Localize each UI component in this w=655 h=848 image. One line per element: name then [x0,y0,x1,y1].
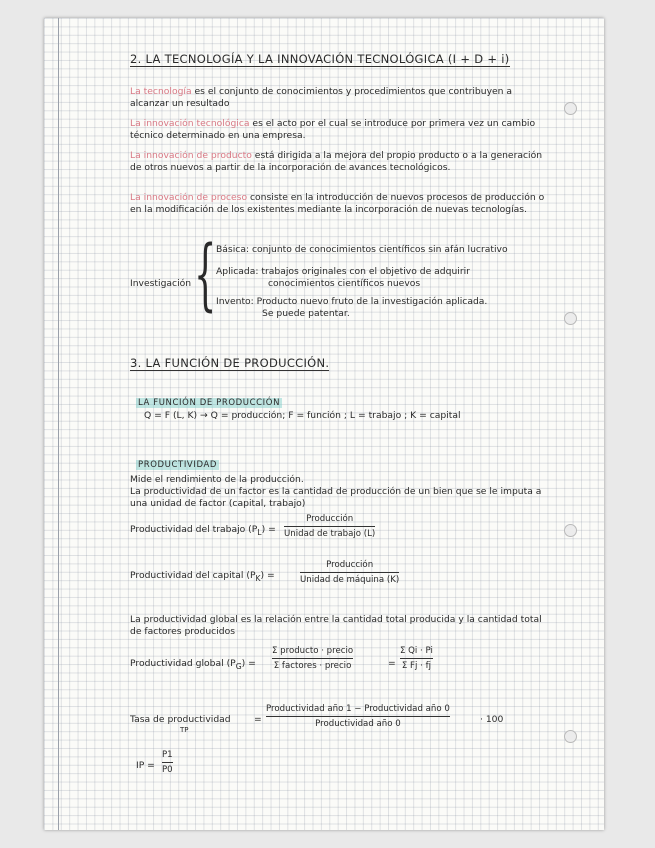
subheading-productividad: PRODUCTIVIDAD [138,460,217,470]
investigacion-invento-2: Se puede patentar. [262,308,350,319]
text-innovacion-tecnologica: es el acto por el cual se introduce por primera vez un cambio técnico determinado en una empresa. [130,118,536,141]
fraction-numerator: Producción [306,514,354,524]
productividad-global-label: Productividad global $(P_G)$ = [130,658,256,671]
fraction-denominator: Productividad año 0 [315,719,401,729]
fraction-numerator: Producción [326,560,374,570]
fraction-numerator: Σ producto · precio [272,646,354,656]
equals-sign: = [388,658,396,669]
productividad-definicion-2: La productividad de un factor es la cantidad de producción de un bien que se le imputa a una unidad de factor (capital, trabajo) [130,486,542,509]
fraction-numerator: P1 [162,750,173,760]
paragraph-tecnologia [130,86,550,109]
productividad-global-fraction-2 [400,646,433,671]
productividad-global-definicion: La productividad global es la relación entre la cantidad total producida y la cantidad total de factores producidos [130,614,542,637]
term-innovacion-producto: La innovación de producto [130,150,252,161]
productividad-capital-fraction [300,560,399,585]
text-innovacion-proceso: consiste en la introducción de nuevos procesos de producción o en la modificación de los existentes mediante la incorporación de nuevas tecnologías. [130,192,545,215]
section-3-title: 3. LA FUNCIÓN DE PRODUCCIÓN. [130,356,330,370]
fraction-numerator: Σ Qi · Pi [400,646,433,656]
margin-line [58,18,59,830]
term-tecnologia: La tecnología [130,86,192,97]
productividad-capital-label: Productividad del capital $(P_K)$ = [130,570,275,583]
term-innovacion-proceso: La innovación de proceso [130,192,248,203]
productividad-trabajo-label: Productividad del trabajo $(P_L)$ = [130,524,276,537]
investigacion-label: Investigación [130,278,192,289]
ip-fraction [162,750,173,775]
tasa-productividad-fraction [266,704,450,729]
binder-hole [564,524,577,537]
term-innovacion-tecnologica: La innovación tecnológica [130,118,250,129]
tasa-multiplier: · 100 [480,714,504,725]
productividad-definicion-1: Mide el rendimiento de la producción. [130,474,304,485]
fraction-denominator: Unidad de trabajo (L) [284,529,376,539]
fraction-denominator: Σ Fj · fj [401,661,431,671]
fraction-numerator: Productividad año 1 − Productividad año 0 [266,704,450,714]
paragraph-innovacion-proceso [130,192,550,215]
investigacion-basica: Básica: conjunto de conocimientos científicos sin afán lucrativo [216,244,508,255]
investigacion-aplicada-1: Aplicada: trabajos originales con el objetivo de adquirir [216,266,470,277]
formula-funcion-produccion: Q = F (L, K) → Q = producción; F = función ; L = trabajo ; K = capital [144,410,461,421]
ip-label: IP = [136,760,155,771]
fraction-denominator: Unidad de máquina (K) [300,575,400,585]
section-2-title: 2. LA TECNOLOGÍA Y LA INNOVACIÓN TECNOLÓGICA (I + D + i) [130,52,510,66]
binder-hole [564,102,577,115]
tasa-productividad-label: Tasa de productividad [130,714,231,725]
text-innovacion-producto: está dirigida a la mejora del propio producto o a la generación de otros nuevos a partir de la incorporación de avances tecnológicos. [130,150,543,173]
investigacion-aplicada-2: conocimientos científicos nuevos [268,278,421,289]
binder-hole [564,730,577,743]
fraction-denominator: P0 [162,765,173,775]
fraction-denominator: Σ factores · precio [273,661,352,671]
curly-brace: { [194,230,217,320]
subheading-funcion-produccion: LA FUNCIÓN DE PRODUCCIÓN [138,398,281,408]
productividad-trabajo-fraction [284,514,375,539]
binder-hole [564,312,577,325]
investigacion-invento-1: Invento: Producto nuevo fruto de la investigación aplicada. [216,296,488,307]
equals-sign: = [254,714,262,725]
text-tecnologia: es el conjunto de conocimientos y procedimientos que contribuyen a alcanzar un resultado [130,86,513,109]
productividad-global-fraction [272,646,353,671]
paragraph-innovacion-producto [130,150,550,173]
notebook-page [44,18,604,830]
paragraph-innovacion-tecnologica [130,118,550,141]
tasa-productividad-sub: TP [180,726,189,734]
